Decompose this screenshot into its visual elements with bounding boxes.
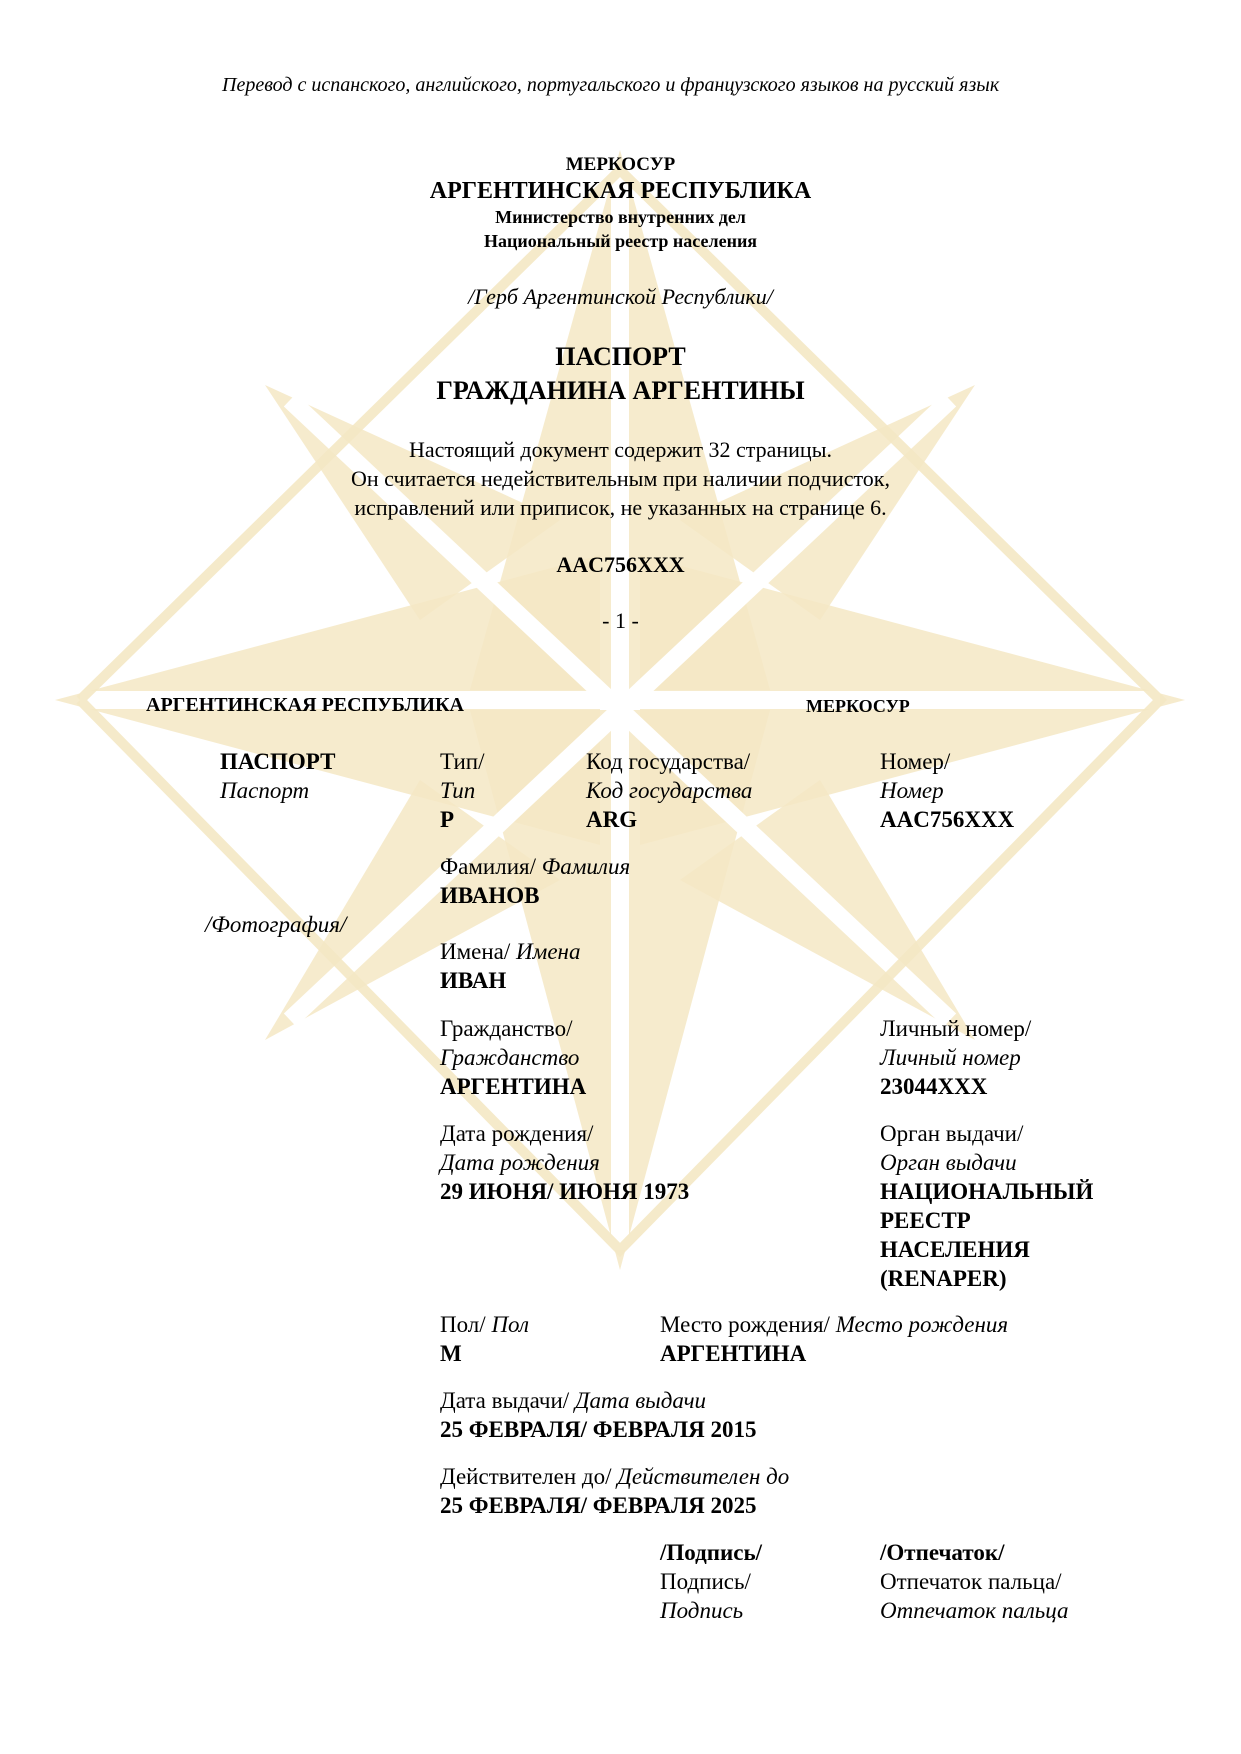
birth-date-label-translation: Дата рождения [440, 1150, 600, 1175]
authority-label: Орган выдачи/ [880, 1121, 1024, 1146]
fingerprint-label: Отпечаток пальца/ [880, 1569, 1062, 1594]
birth-place-field [660, 1310, 1008, 1368]
passport-number: AAC756XXX [556, 552, 685, 577]
sex-label: Пол/ [440, 1312, 486, 1337]
surname-field [440, 852, 630, 910]
nationality-field [440, 1014, 586, 1101]
doc-title-block [220, 747, 335, 805]
names-label-translation: Имена [516, 939, 581, 964]
surname-label-translation: Фамилия [541, 854, 631, 879]
sex-field [440, 1310, 529, 1368]
signature-field [660, 1538, 762, 1625]
authority-label-translation: Орган выдачи [880, 1150, 1017, 1175]
number-field [880, 747, 1014, 834]
surname-label: Фамилия/ [440, 854, 536, 879]
state-code-field [586, 747, 752, 834]
state-code-value: ARG [586, 807, 638, 832]
authority-value-line-3: НАСЕЛЕНИЯ [880, 1237, 1030, 1262]
passport-title: ПАСПОРТ [555, 342, 686, 371]
page-number: - 1 - [602, 608, 639, 633]
type-value: P [440, 807, 455, 832]
state-code-label-translation: Код государства [586, 778, 753, 803]
sex-label-translation: Пол [491, 1312, 530, 1337]
country-header: АРГЕНТИНСКАЯ РЕСПУБЛИКА [146, 694, 464, 716]
doc-title: ПАСПОРТ [220, 749, 336, 774]
issue-date-field [440, 1386, 756, 1444]
photo-placeholder: /Фотография/ [205, 912, 347, 937]
number-label-translation: Номер [880, 778, 944, 803]
ministry-heading: Министерство внутренних дел [495, 207, 746, 227]
signature-label-translation: Подпись [660, 1598, 744, 1623]
notice-line-1: Настоящий документ содержит 32 страницы. [409, 437, 832, 462]
birth-place-label: Место рождения/ [660, 1312, 830, 1337]
issue-date-value: 25 ФЕВРАЛЯ/ ФЕВРАЛЯ 2015 [440, 1417, 757, 1442]
mercosur-heading: МЕРКОСУР [565, 154, 676, 175]
names-field [440, 937, 580, 995]
country-heading: АРГЕНТИНСКАЯ РЕСПУБЛИКА [429, 178, 812, 204]
notice-line-3: исправлений или приписок, не указанных на странице 6. [354, 495, 887, 520]
authority-value-line-1: НАЦИОНАЛЬНЫЙ [880, 1179, 1094, 1204]
authority-field [880, 1119, 1093, 1293]
birth-date-label: Дата рождения/ [440, 1121, 594, 1146]
signature-mark: /Подпись/ [660, 1540, 763, 1565]
fingerprint-field [880, 1538, 1069, 1625]
expiry-date-label-translation: Действителен до [617, 1464, 790, 1489]
expiry-date-value: 25 ФЕВРАЛЯ/ ФЕВРАЛЯ 2025 [440, 1493, 757, 1518]
surname-value: ИВАНОВ [440, 883, 540, 908]
personal-number-label-translation: Личный номер [880, 1045, 1021, 1070]
names-value: ИВАН [440, 968, 507, 993]
fingerprint-mark: /Отпечаток/ [880, 1540, 1005, 1565]
birth-place-value: АРГЕНТИНА [660, 1341, 807, 1366]
doc-title-translation: Паспорт [220, 778, 310, 803]
nationality-value: АРГЕНТИНА [440, 1074, 587, 1099]
personal-number-value: 23044XXX [880, 1074, 988, 1099]
notice-line-2: Он считается недействительным при наличии подчисток, [351, 466, 890, 491]
issue-date-label-translation: Дата выдачи [574, 1388, 707, 1413]
number-label: Номер/ [880, 749, 951, 774]
emblem-placeholder: /Герб Аргентинской Республики/ [468, 284, 773, 309]
registry-heading: Национальный реестр населения [483, 231, 758, 251]
expiry-date-label: Действителен до/ [440, 1464, 612, 1489]
signature-label: Подпись/ [660, 1569, 751, 1594]
type-label: Тип/ [440, 749, 485, 774]
birth-date-field [440, 1119, 689, 1206]
authority-value-line-2: РЕЕСТР [880, 1208, 971, 1233]
issue-date-label: Дата выдачи/ [440, 1388, 570, 1413]
mercosur-header: МЕРКОСУР [806, 696, 910, 716]
birth-date-value: 29 ИЮНЯ/ ИЮНЯ 1973 [440, 1179, 690, 1204]
state-code-label: Код государства/ [586, 749, 751, 774]
fingerprint-label-translation: Отпечаток пальца [880, 1598, 1069, 1623]
names-label: Имена/ [440, 939, 511, 964]
sex-value: M [440, 1341, 462, 1366]
nationality-label-translation: Гражданство [440, 1045, 580, 1070]
type-field [440, 747, 484, 834]
type-label-translation: Тип [440, 778, 476, 803]
expiry-date-field [440, 1462, 789, 1520]
authority-value-line-4: (RENAPER) [880, 1266, 1007, 1291]
nationality-label: Гражданство/ [440, 1016, 573, 1041]
personal-number-field [880, 1014, 1031, 1101]
number-value: AAC756XXX [880, 807, 1015, 832]
personal-number-label: Личный номер/ [880, 1016, 1032, 1041]
passport-subtitle: ГРАЖДАНИНА АРГЕНТИНЫ [436, 376, 805, 405]
translation-note: Перевод с испанского, английского, португальского и французского языков на русский язык [222, 74, 1000, 96]
birth-place-label-translation: Место рождения [835, 1312, 1009, 1337]
